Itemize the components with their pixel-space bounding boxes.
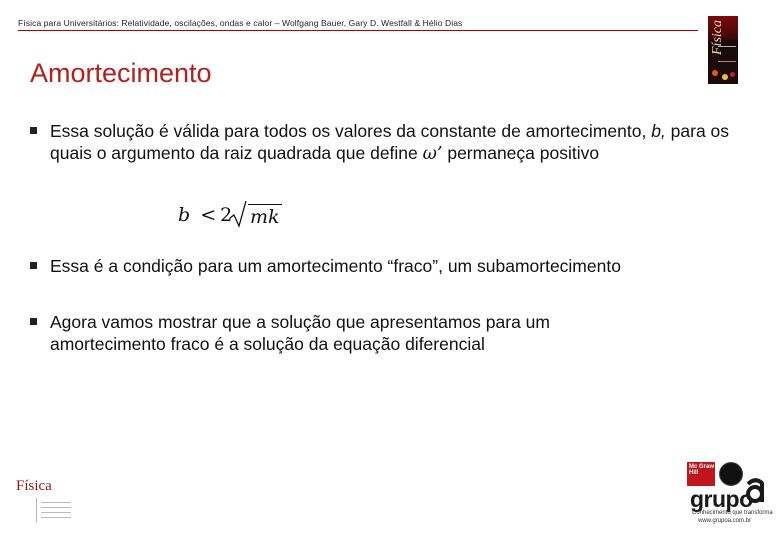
square-root-sign	[229, 200, 249, 228]
slide-title: Amortecimento	[30, 58, 212, 88]
bullet-marker	[30, 262, 37, 269]
cover-dot	[712, 70, 718, 76]
header-divider	[18, 30, 698, 31]
bullet-1-post: permaneça positivo	[442, 143, 600, 163]
bullet-text-3: Agora vamos mostrar que a solução que apresentamos para um amortecimento fraco é a solução da equação diferencial	[50, 312, 550, 354]
mcgraw-hill-logo	[687, 462, 715, 486]
bullet-text-1	[50, 120, 730, 165]
cover-title: Física	[710, 20, 725, 55]
formula-coefficient: 2	[220, 204, 233, 226]
damping-condition-formula	[178, 204, 280, 234]
omega-prime-symbol: ω’	[422, 144, 443, 164]
cover-lines	[718, 46, 736, 62]
book-logo	[16, 478, 86, 528]
publisher-seal-icon	[719, 462, 743, 486]
formula-operator: <	[200, 204, 217, 226]
bullet-marker	[30, 318, 37, 325]
bullet-marker	[30, 127, 37, 134]
book-logo-word: Física	[16, 478, 52, 494]
grupo-url: www.grupoa.com.br	[698, 518, 752, 524]
cover-dot	[722, 74, 728, 80]
bullet-1-pre: Essa solução é válida para todos os valores da constante de amortecimento,	[50, 121, 652, 141]
cover-dot	[730, 72, 735, 77]
bullet-text-2: Essa é a condição para um amortecimento “fraco”, um subamortecimento	[50, 256, 621, 276]
formula-lhs: b	[178, 204, 191, 226]
grupo-tagline: Conhecimento que transforma	[692, 510, 773, 516]
formula-radicand: mk	[250, 206, 280, 228]
mcgraw-hill-text: Mc Graw Hill	[689, 464, 715, 476]
grupo-a-logo: grupo	[690, 486, 753, 512]
letter-a-icon	[744, 476, 766, 504]
bullet-1-emphasis: b,	[651, 121, 666, 141]
book-cover-thumbnail	[708, 16, 738, 84]
book-logo-lines	[36, 498, 87, 522]
running-header: Física para Universitários: Relatividade, oscilações, ondas e calor – Wolfgang Bauer, Gary D. Westfall & Hélio Dias	[18, 18, 463, 28]
bullet-1-mid: para os quais o argumento da raiz quadrada que define	[50, 121, 730, 163]
